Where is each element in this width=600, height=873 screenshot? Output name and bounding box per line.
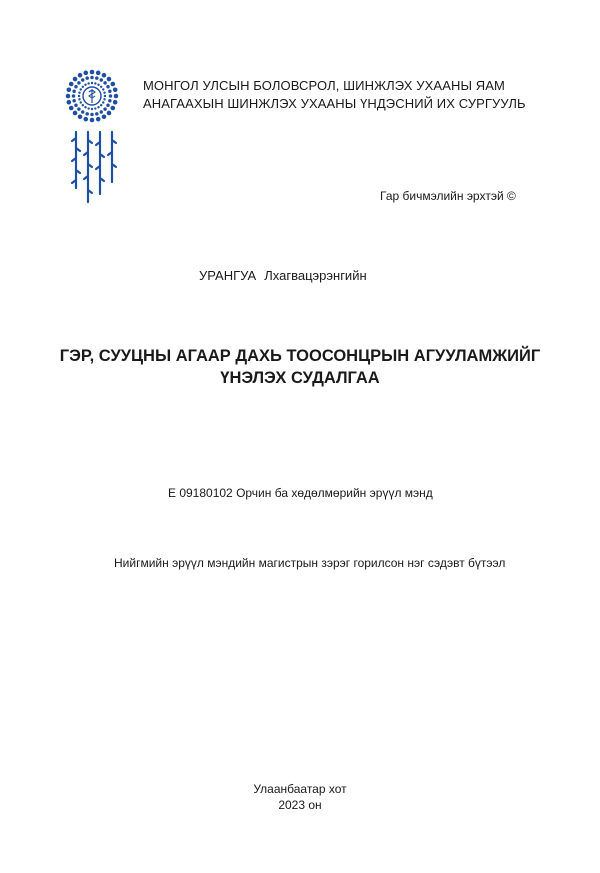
author-given-name: УРАНГУА — [199, 268, 257, 283]
thesis-title-line2: ҮНЭЛЭХ СУДАЛГАА — [220, 369, 380, 387]
author-family-name: Лхагвацэрэнгийн — [264, 268, 367, 283]
city: Улаанбаатар хот — [253, 782, 347, 796]
degree-statement: Нийгмийн эрүүл мэндийн магистрын зэрэг горилсон нэг сэдэвт бүтээл — [114, 556, 506, 570]
place-and-year — [0, 781, 600, 813]
specialty-code: E 09180102 Орчин ба хөдөлмөрийн эрүүл мэнд — [168, 486, 433, 500]
copyright-notice: Гар бичмэлийн эрхтэй © — [380, 189, 516, 203]
year: 2023 он — [278, 798, 322, 812]
thesis-title-line1: ГЭР, СУУЦНЫ АГААР ДАХЬ ТООСОНЦРЫН АГУУЛАМЖИЙГ — [59, 347, 541, 365]
ministry-name: МОНГОЛ УЛСЫН БОЛОВСРОЛ, ШИНЖЛЭХ УХААНЫ ЯАМ — [143, 78, 505, 93]
author-name — [199, 268, 367, 283]
mongolian-script-logo — [62, 128, 122, 208]
thesis-title — [0, 345, 600, 389]
university-name: АНАГААХЫН ШИНЖЛЭХ УХААНЫ ҮНДЭСНИЙ ИХ СУРГУУЛЬ — [143, 96, 526, 111]
university-emblem-icon — [62, 66, 122, 126]
